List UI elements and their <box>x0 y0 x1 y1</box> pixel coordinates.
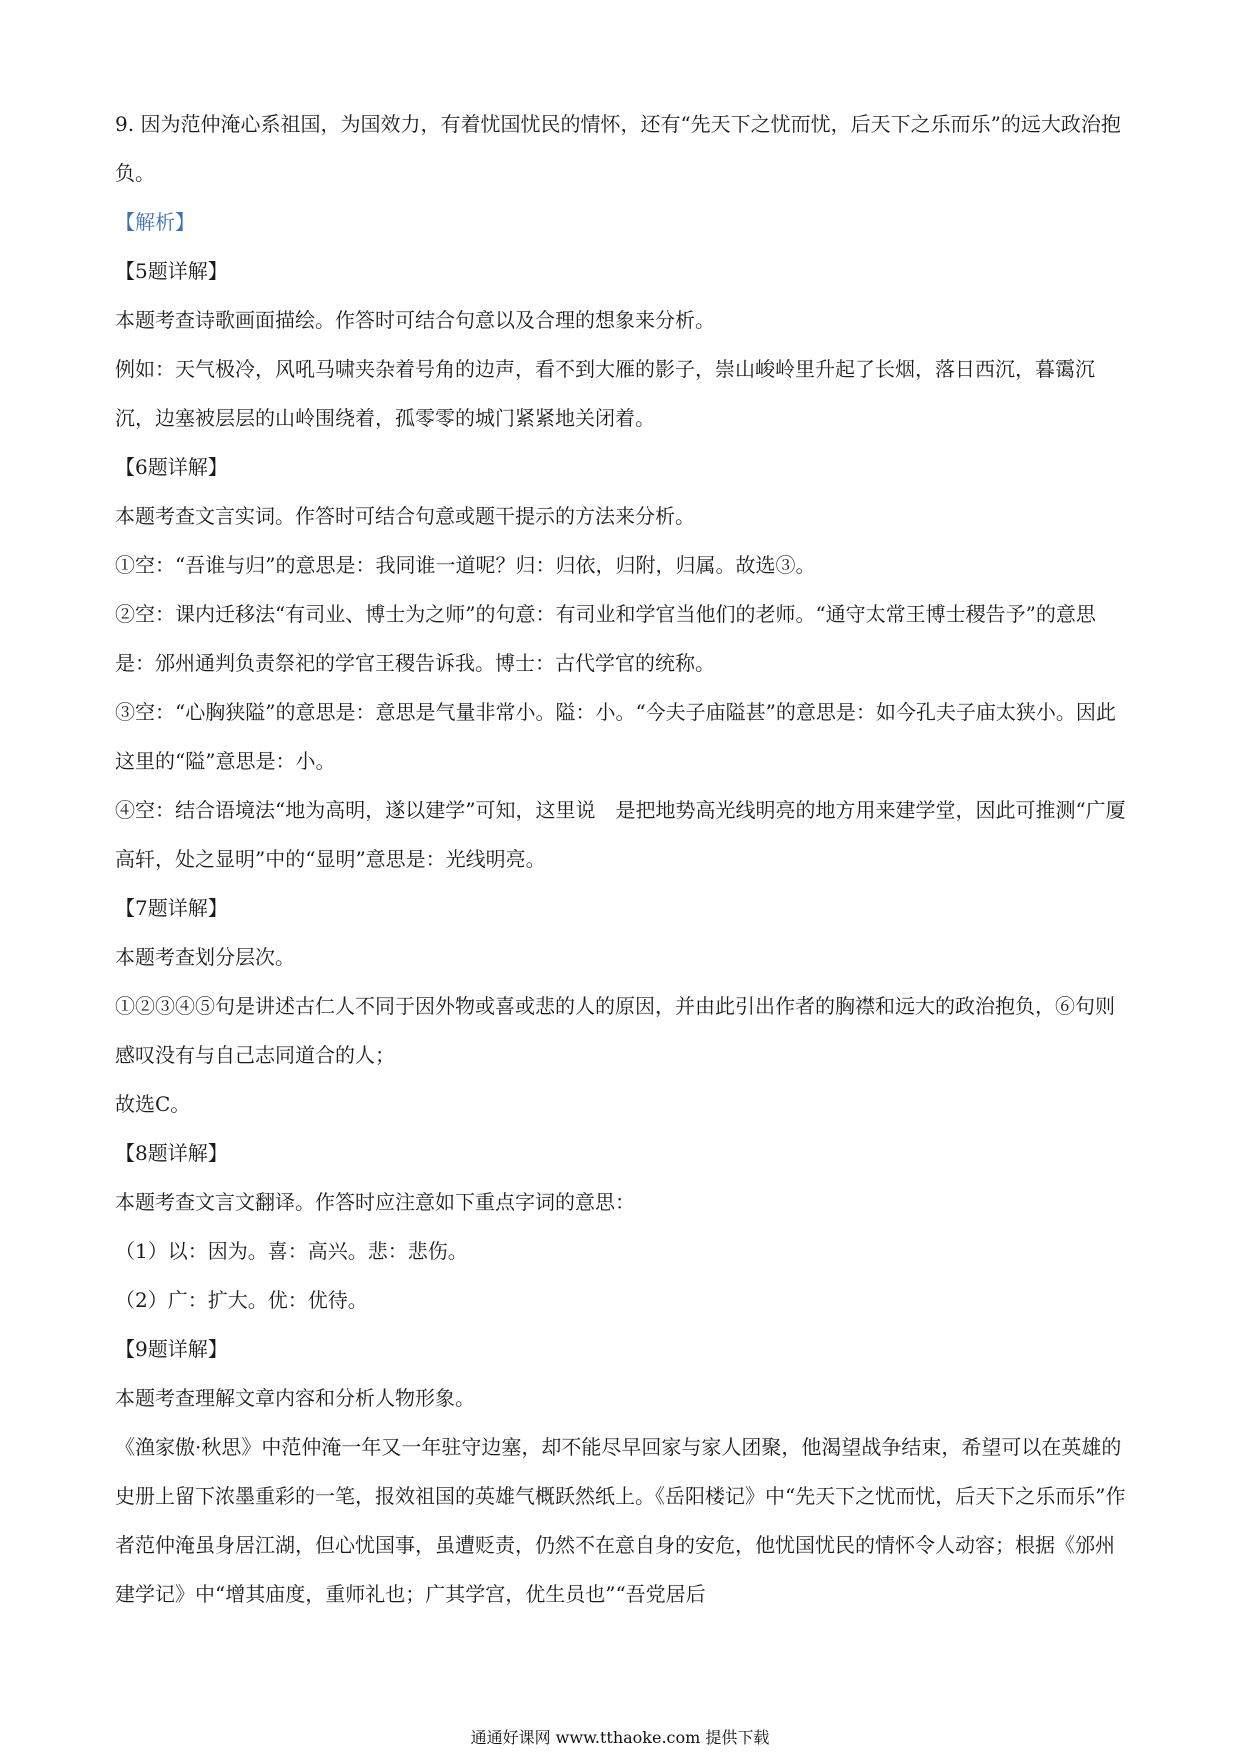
q7-line: 故选C。 <box>115 1092 191 1116</box>
q5-heading: 【5题详解】 <box>115 259 228 283</box>
section-q9 <box>115 1325 1130 1619</box>
q6-line: ③空：“心胸狭隘”的意思是：意思是气量非常小。隘：小。“今夫子庙隘甚”的意思是：如今孔夫子庙太狭小。因此这里的“隘”意思是：小。 <box>115 700 1116 773</box>
q6-line: ④空：结合语境法“地为高明，遂以建学”可知，这里说 是把地势高光线明亮的地方用来建学堂，因此可推测“广厦高轩，处之显明”中的“显明”意思是：光线明亮。 <box>115 798 1126 871</box>
section-q5 <box>115 247 1130 443</box>
q7-heading: 【7题详解】 <box>115 896 228 920</box>
jiexi-label: 【解析】 <box>115 210 195 234</box>
section-q6 <box>115 443 1130 884</box>
q5-line: 本题考查诗歌画面描绘。作答时可结合句意以及合理的想象来分析。 <box>115 308 715 332</box>
q8-line: （2）广：扩大。优：优待。 <box>115 1288 368 1312</box>
q9-line: 《渔家傲·秋思》中范仲淹一年又一年驻守边塞，却不能尽早回家与家人团聚，他渴望战争结束，希望可以在英雄的史册上留下浓墨重彩的一笔，报效祖国的英雄气概跃然纸上。《岳阳楼记》中“先天下之忧而忧，后天下之乐而乐”作者范仲淹虽身居江湖，但心忧国事，虽遭贬责，仍然不在意自身的安危，他忧国忧民的情怀令人动容；根据《邠州建学记》中“增其庙度，重师礼也；广其学宫，优生员也”“吾党居后 <box>115 1435 1126 1606</box>
q5-line: 例如：天气极冷，风吼马啸夹杂着号角的边声，看不到大雁的影子，崇山峻岭里升起了长烟，落日西沉，暮霭沉沉，边塞被层层的山岭围绕着，孤零零的城门紧紧地关闭着。 <box>115 357 1095 430</box>
q8-line: 本题考查文言文翻译。作答时应注意如下重点字词的意思： <box>115 1190 635 1214</box>
q7-line: ①②③④⑤句是讲述古仁人不同于因外物或喜或悲的人的原因，并由此引出作者的胸襟和远大的政治抱负，⑥句则感叹没有与自己志同道合的人； <box>115 994 1115 1067</box>
section-q8 <box>115 1129 1130 1325</box>
q6-heading: 【6题详解】 <box>115 455 228 479</box>
q6-line: ①空：“吾谁与归”的意思是：我同谁一道呢？归：归依，归附，归属。故选③。 <box>115 553 816 577</box>
q9-heading: 【9题详解】 <box>115 1337 228 1361</box>
document-body <box>115 100 1130 1619</box>
q9-line: 本题考查理解文章内容和分析人物形象。 <box>115 1386 475 1410</box>
page-footer: 通通好课网 www.tthaoke.com 提供下载 <box>470 1728 770 1747</box>
q8-heading: 【8题详解】 <box>115 1141 228 1165</box>
q9-answer: 9. 因为范仲淹心系祖国，为国效力，有着忧国忧民的情怀，还有“先天下之忧而忧，后天下之乐而乐”的远大政治抱负。 <box>115 112 1121 185</box>
q6-line: ②空：课内迁移法“有司业、博士为之师”的句意：有司业和学官当他们的老师。“通守太常王博士稷告予”的意思是：邠州通判负责祭祀的学官王稷告诉我。博士：古代学官的统称。 <box>115 602 1096 675</box>
q7-line: 本题考查划分层次。 <box>115 945 295 969</box>
section-q7 <box>115 884 1130 1129</box>
q6-line: 本题考查文言实词。作答时可结合句意或题干提示的方法来分析。 <box>115 504 695 528</box>
q8-line: （1）以：因为。喜：高兴。悲：悲伤。 <box>115 1239 468 1263</box>
